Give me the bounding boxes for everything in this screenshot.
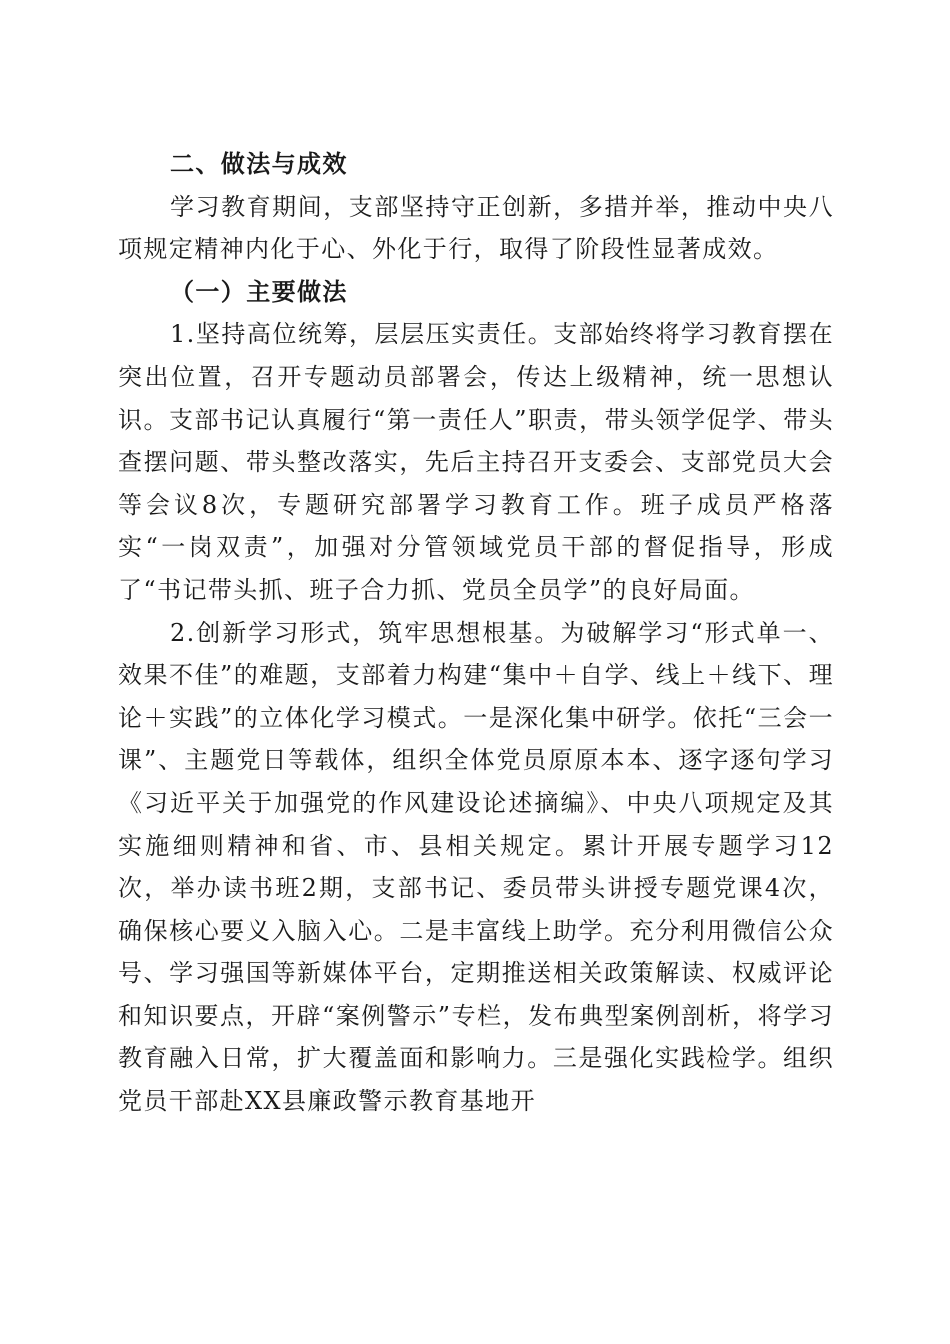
intro-paragraph: 学习教育期间，支部坚持守正创新，多措并举，推动中央八项规定精神内化于心、外化于行，取得了阶段性显著成效。 [118,192,834,264]
document-body [118,143,834,1123]
section-heading: 二、做法与成效 [170,150,348,178]
body-paragraph-1: 1.坚持高位统筹，层层压实责任。支部始终将学习教育摆在突出位置，召开专题动员部署会，传达上级精神，统一思想认识。支部书记认真履行“第一责任人”职责，带头领学促学、带头查摆问题、带头整改落实，先后主持召开支委会、支部党员大会等会议8次，专题研究部署学习教育工作。班子成员严格落实“一岗双责”，加强对分管领域党员干部的督促指导，形成了“书记带头抓、班子合力抓、党员全员学”的良好局面。 [118,320,834,604]
subsection-heading: （一）主要做法 [170,276,348,306]
body-paragraph-2: 2.创新学习形式，筑牢思想根基。为破解学习“形式单一、效果不佳”的难题，支部着力构建“集中＋自学、线上＋线下、理论＋实践”的立体化学习模式。一是深化集中研学。依托“三会一课”、主题党日等载体，组织全体党员原原本本、逐字逐句学习《习近平关于加强党的作风建设论述摘编》、中央八项规定及其实施细则精神和省、市、县相关规定。累计开展专题学习12次，举办读书班2期，支部书记、委员带头讲授专题党课4次，确保核心要义入脑入心。二是丰富线上助学。充分利用微信公众号、学习强国等新媒体平台，定期推送相关政策解读、权威评论和知识要点，开辟“案例警示”专栏，发布典型案例剖析，将学习教育融入日常，扩大覆盖面和影响力。三是强化实践检学。组织党员干部赴XX县廉政警示教育基地开 [118,618,834,1116]
